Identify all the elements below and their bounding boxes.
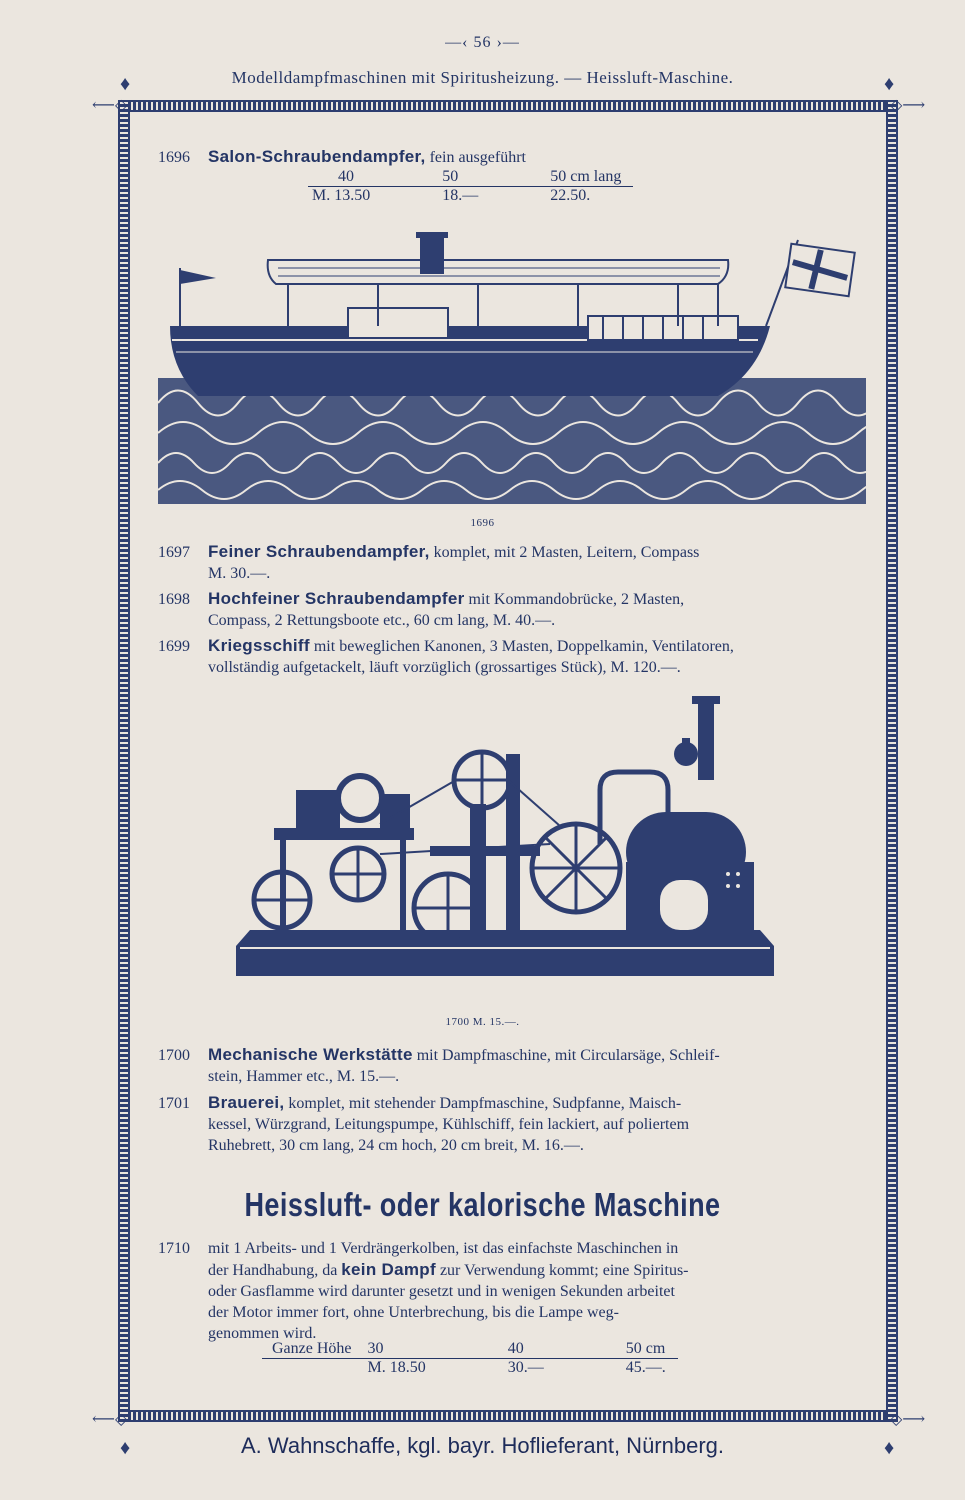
frame-ornament-bottom-left-tip: ♦: [120, 1437, 131, 1459]
frame-bottom-bar: [118, 1410, 898, 1422]
entry-number: 1698: [158, 591, 190, 608]
price-cell: M. 13.50: [312, 187, 371, 204]
figure-caption-1700: 1700 M. 15.—.: [445, 1016, 520, 1028]
entry-description-cont: stein, Hammer etc., M. 15.—.: [208, 1068, 400, 1085]
entry-description-cont: kessel, Würzgrand, Leitungspumpe, Kühlschiff, fein lackiert, auf poliertem: [208, 1116, 690, 1133]
size-cell: 40: [438, 1340, 556, 1359]
workshop-illustration: [230, 694, 776, 1006]
entry-number: 1699: [158, 638, 190, 655]
running-head: Modelldampfmaschinen mit Spiritusheizung. — Heissluft-Maschine.: [231, 68, 734, 87]
size-cell: 50: [382, 168, 490, 187]
entry-title: Kriegsschiff: [208, 636, 310, 655]
frame-ornament-top-left-tip: ♦: [120, 73, 131, 95]
page-number-value: 56: [473, 34, 492, 51]
price-table-1696: [308, 168, 633, 205]
entry-title: Salon-Schraubendampfer,: [208, 147, 426, 166]
size-label: Ganze Höhe: [262, 1340, 364, 1359]
entry-1697: [158, 541, 868, 584]
entry-title: Mechanische Werkstätte: [208, 1045, 413, 1064]
frame-ornament-bottom-right-tip: ♦: [884, 1437, 895, 1459]
price-cell: 30.—: [507, 1359, 544, 1376]
entry-description-cont: der Motor immer fort, ohne Unterbrechung, bis die Lampe weg-: [208, 1304, 619, 1321]
figure-caption-1696: 1696: [470, 517, 495, 529]
entry-title: Brauerei,: [208, 1093, 285, 1112]
entry-number: 1696: [158, 149, 190, 166]
price-cell: 18.—: [442, 187, 479, 204]
entry-description-cont: der Handhabung, da: [208, 1262, 338, 1279]
entry-description: fein ausgeführt: [429, 149, 526, 166]
frame-right-bar: [886, 100, 898, 1422]
entry-number: 1701: [158, 1095, 190, 1112]
entry-title: Feiner Schraubendampfer,: [208, 542, 430, 561]
entry-description: mit Dampfmaschine, mit Circularsäge, Schleif-: [416, 1047, 720, 1064]
entry-description: mit 1 Arbeits- und 1 Verdrängerkolben, ist das einfachste Maschinchen in: [208, 1240, 679, 1257]
price-cell: 22.50.: [550, 187, 591, 204]
page-number: —‹ 56 ›—: [445, 34, 520, 51]
entry-1701: [158, 1092, 868, 1156]
publisher-footer: A. Wahnschaffe, kgl. bayr. Hoflieferant, Nürnberg.: [240, 1433, 725, 1458]
entry-emphasis: kein Dampf: [341, 1260, 436, 1279]
size-cell: 40: [308, 168, 382, 187]
entry-description: komplet, mit stehender Dampfmaschine, Sudpfanne, Maisch-: [288, 1095, 682, 1112]
entry-description-cont: Compass, 2 Rettungsboote etc., 60 cm lang, M. 40.—.: [208, 612, 556, 629]
entry-description-cont: Ruhebrett, 30 cm lang, 24 cm hoch, 20 cm breit, M. 16.—.: [208, 1137, 584, 1154]
frame-ornament-br: ◇⟶: [890, 1411, 926, 1428]
frame-ornament-tr: ◇⟶: [890, 97, 926, 114]
entry-description-cont: vollständig aufgetackelt, läuft vorzüglich (grossartiges Stück), M. 120.—.: [208, 659, 681, 676]
entry-description-cont: zur Verwendung kommt; eine Spiritus-: [439, 1262, 689, 1279]
entry-description-cont: genommen wird.: [208, 1325, 317, 1342]
size-cell: 50 cm: [556, 1340, 678, 1359]
entry-1700: [158, 1044, 868, 1087]
entry-description: mit Kommandobrücke, 2 Masten,: [468, 591, 685, 608]
price-cell: 45.—.: [625, 1359, 666, 1376]
entry-number: 1697: [158, 544, 190, 561]
entry-number: 1710: [158, 1240, 190, 1257]
entry-1696: [158, 146, 868, 168]
steamboat-illustration: [158, 228, 866, 504]
size-cell: 30: [364, 1340, 438, 1359]
frame-ornament-tl: ⟵◇: [92, 97, 128, 114]
entry-1710: [158, 1238, 868, 1344]
price-cell: M. 18.50: [367, 1359, 426, 1376]
entry-number: 1700: [158, 1047, 190, 1064]
entry-title: Hochfeiner Schraubendampfer: [208, 589, 465, 608]
entry-description-cont: M. 30.—.: [208, 565, 271, 582]
frame-ornament-top-right-tip: ♦: [884, 73, 895, 95]
entry-1699: [158, 635, 868, 678]
section-heading: Heissluft- oder kalorische Maschine: [244, 1186, 721, 1223]
price-table-1710: [262, 1340, 678, 1377]
entry-description: komplet, mit 2 Masten, Leitern, Compass: [433, 544, 700, 561]
entry-description: mit beweglichen Kanonen, 3 Masten, Doppelkamin, Ventilatoren,: [313, 638, 734, 655]
frame-ornament-bl: ⟵◇: [92, 1411, 128, 1428]
size-cell: 50 cm lang: [490, 168, 633, 187]
entry-1698: [158, 588, 868, 631]
entry-description-cont: oder Gasflamme wird darunter gesetzt und in wenigen Sekunden arbeitet: [208, 1283, 675, 1300]
frame-top-bar: [118, 100, 898, 112]
